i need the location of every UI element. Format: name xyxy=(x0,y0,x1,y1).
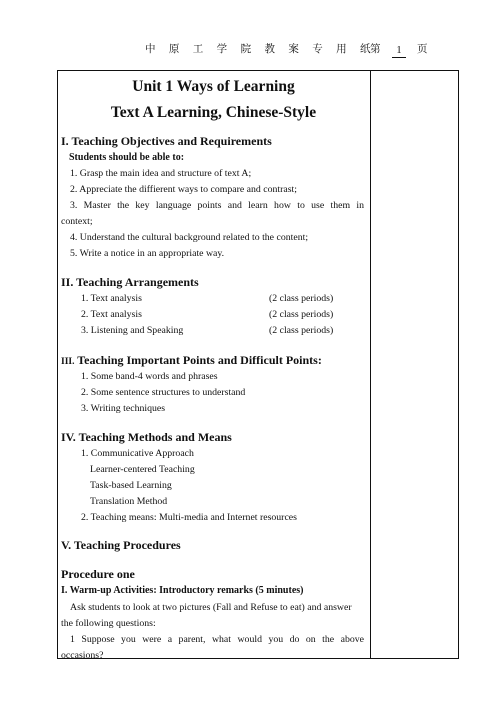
arrangement-row xyxy=(81,325,366,336)
arrangement-item: 3. Listening and Speaking xyxy=(81,325,184,336)
unit-title: Unit 1 Ways of Learning xyxy=(132,78,295,95)
procedure-line: the following questions: xyxy=(61,618,156,629)
header-char: 中 xyxy=(145,44,156,55)
arrangement-item: 1. Text analysis xyxy=(81,293,142,304)
header-char: 用 xyxy=(336,44,347,55)
section-1-intro: Students should be able to: xyxy=(69,152,185,163)
arrangement-row xyxy=(81,293,366,304)
section-3-title: Teaching Important Points and Difficult Points: xyxy=(74,353,322,367)
method-item: Learner-centered Teaching xyxy=(90,464,195,475)
page-label: 第 xyxy=(370,44,381,55)
column-divider xyxy=(370,70,371,659)
procedure-line: occasions? xyxy=(61,650,104,661)
section-2-heading: II. Teaching Arrangements xyxy=(61,275,199,289)
section-3-heading xyxy=(61,353,322,368)
text-title: Text A Learning, Chinese-Style xyxy=(110,104,317,121)
objective-item-continued: context; xyxy=(61,216,93,227)
arrangement-periods: (2 class periods) xyxy=(269,325,334,336)
procedure-line: 1 Suppose you were a parent, what would you do on the above xyxy=(70,634,364,645)
arrangement-item: 2. Text analysis xyxy=(81,309,142,320)
arrangement-periods: (2 class periods) xyxy=(269,293,334,304)
header-char: 原 xyxy=(168,44,180,55)
header-char: 院 xyxy=(240,44,252,55)
header-char: 教 xyxy=(264,44,275,55)
header-char: 纸 xyxy=(360,44,371,55)
header-char: 专 xyxy=(312,44,323,55)
section-1-heading: I. Teaching Objectives and Requirements xyxy=(61,134,272,148)
key-point-item: 3. Writing techniques xyxy=(81,403,166,414)
section-3-number: III. xyxy=(61,357,75,367)
objective-item: 4. Understand the cultural background related to the content; xyxy=(70,232,309,243)
objective-item: 1. Grasp the main idea and structure of text A; xyxy=(70,168,252,179)
page-number: 1 xyxy=(392,45,406,58)
objective-item: 2. Appreciate the diffierent ways to compare and contrast; xyxy=(70,184,297,195)
header-char: 学 xyxy=(216,44,228,55)
procedure-line: Ask students to look at two pictures (Fall and Refuse to eat) and answer xyxy=(70,602,352,613)
procedure-heading: Procedure one xyxy=(61,567,135,581)
page-header xyxy=(0,38,502,60)
arrangement-periods: (2 class periods) xyxy=(269,309,334,320)
header-char: 工 xyxy=(192,44,204,55)
method-item: 2. Teaching means: Multi-media and Internet resources xyxy=(81,512,297,523)
key-point-item: 2. Some sentence structures to understand xyxy=(81,387,246,398)
key-point-item: 1. Some band-4 words and phrases xyxy=(81,371,218,382)
objective-item: 5. Write a notice in an appropriate way. xyxy=(70,248,225,259)
method-item: 1. Communicative Approach xyxy=(81,448,194,459)
arrangement-row xyxy=(81,309,366,320)
method-item: Task-based Learning xyxy=(90,480,172,491)
section-5-heading: V. Teaching Procedures xyxy=(61,538,181,552)
objective-item: 3. Master the key language points and learn how to use them in xyxy=(70,200,364,211)
page-suffix: 页 xyxy=(417,44,428,55)
header-title xyxy=(145,41,384,56)
header-char: 案 xyxy=(288,44,299,55)
method-item: Translation Method xyxy=(90,496,168,507)
warm-up-heading: I. Warm-up Activities: Introductory remarks (5 minutes) xyxy=(61,585,304,596)
section-4-heading: IV. Teaching Methods and Means xyxy=(61,430,232,444)
